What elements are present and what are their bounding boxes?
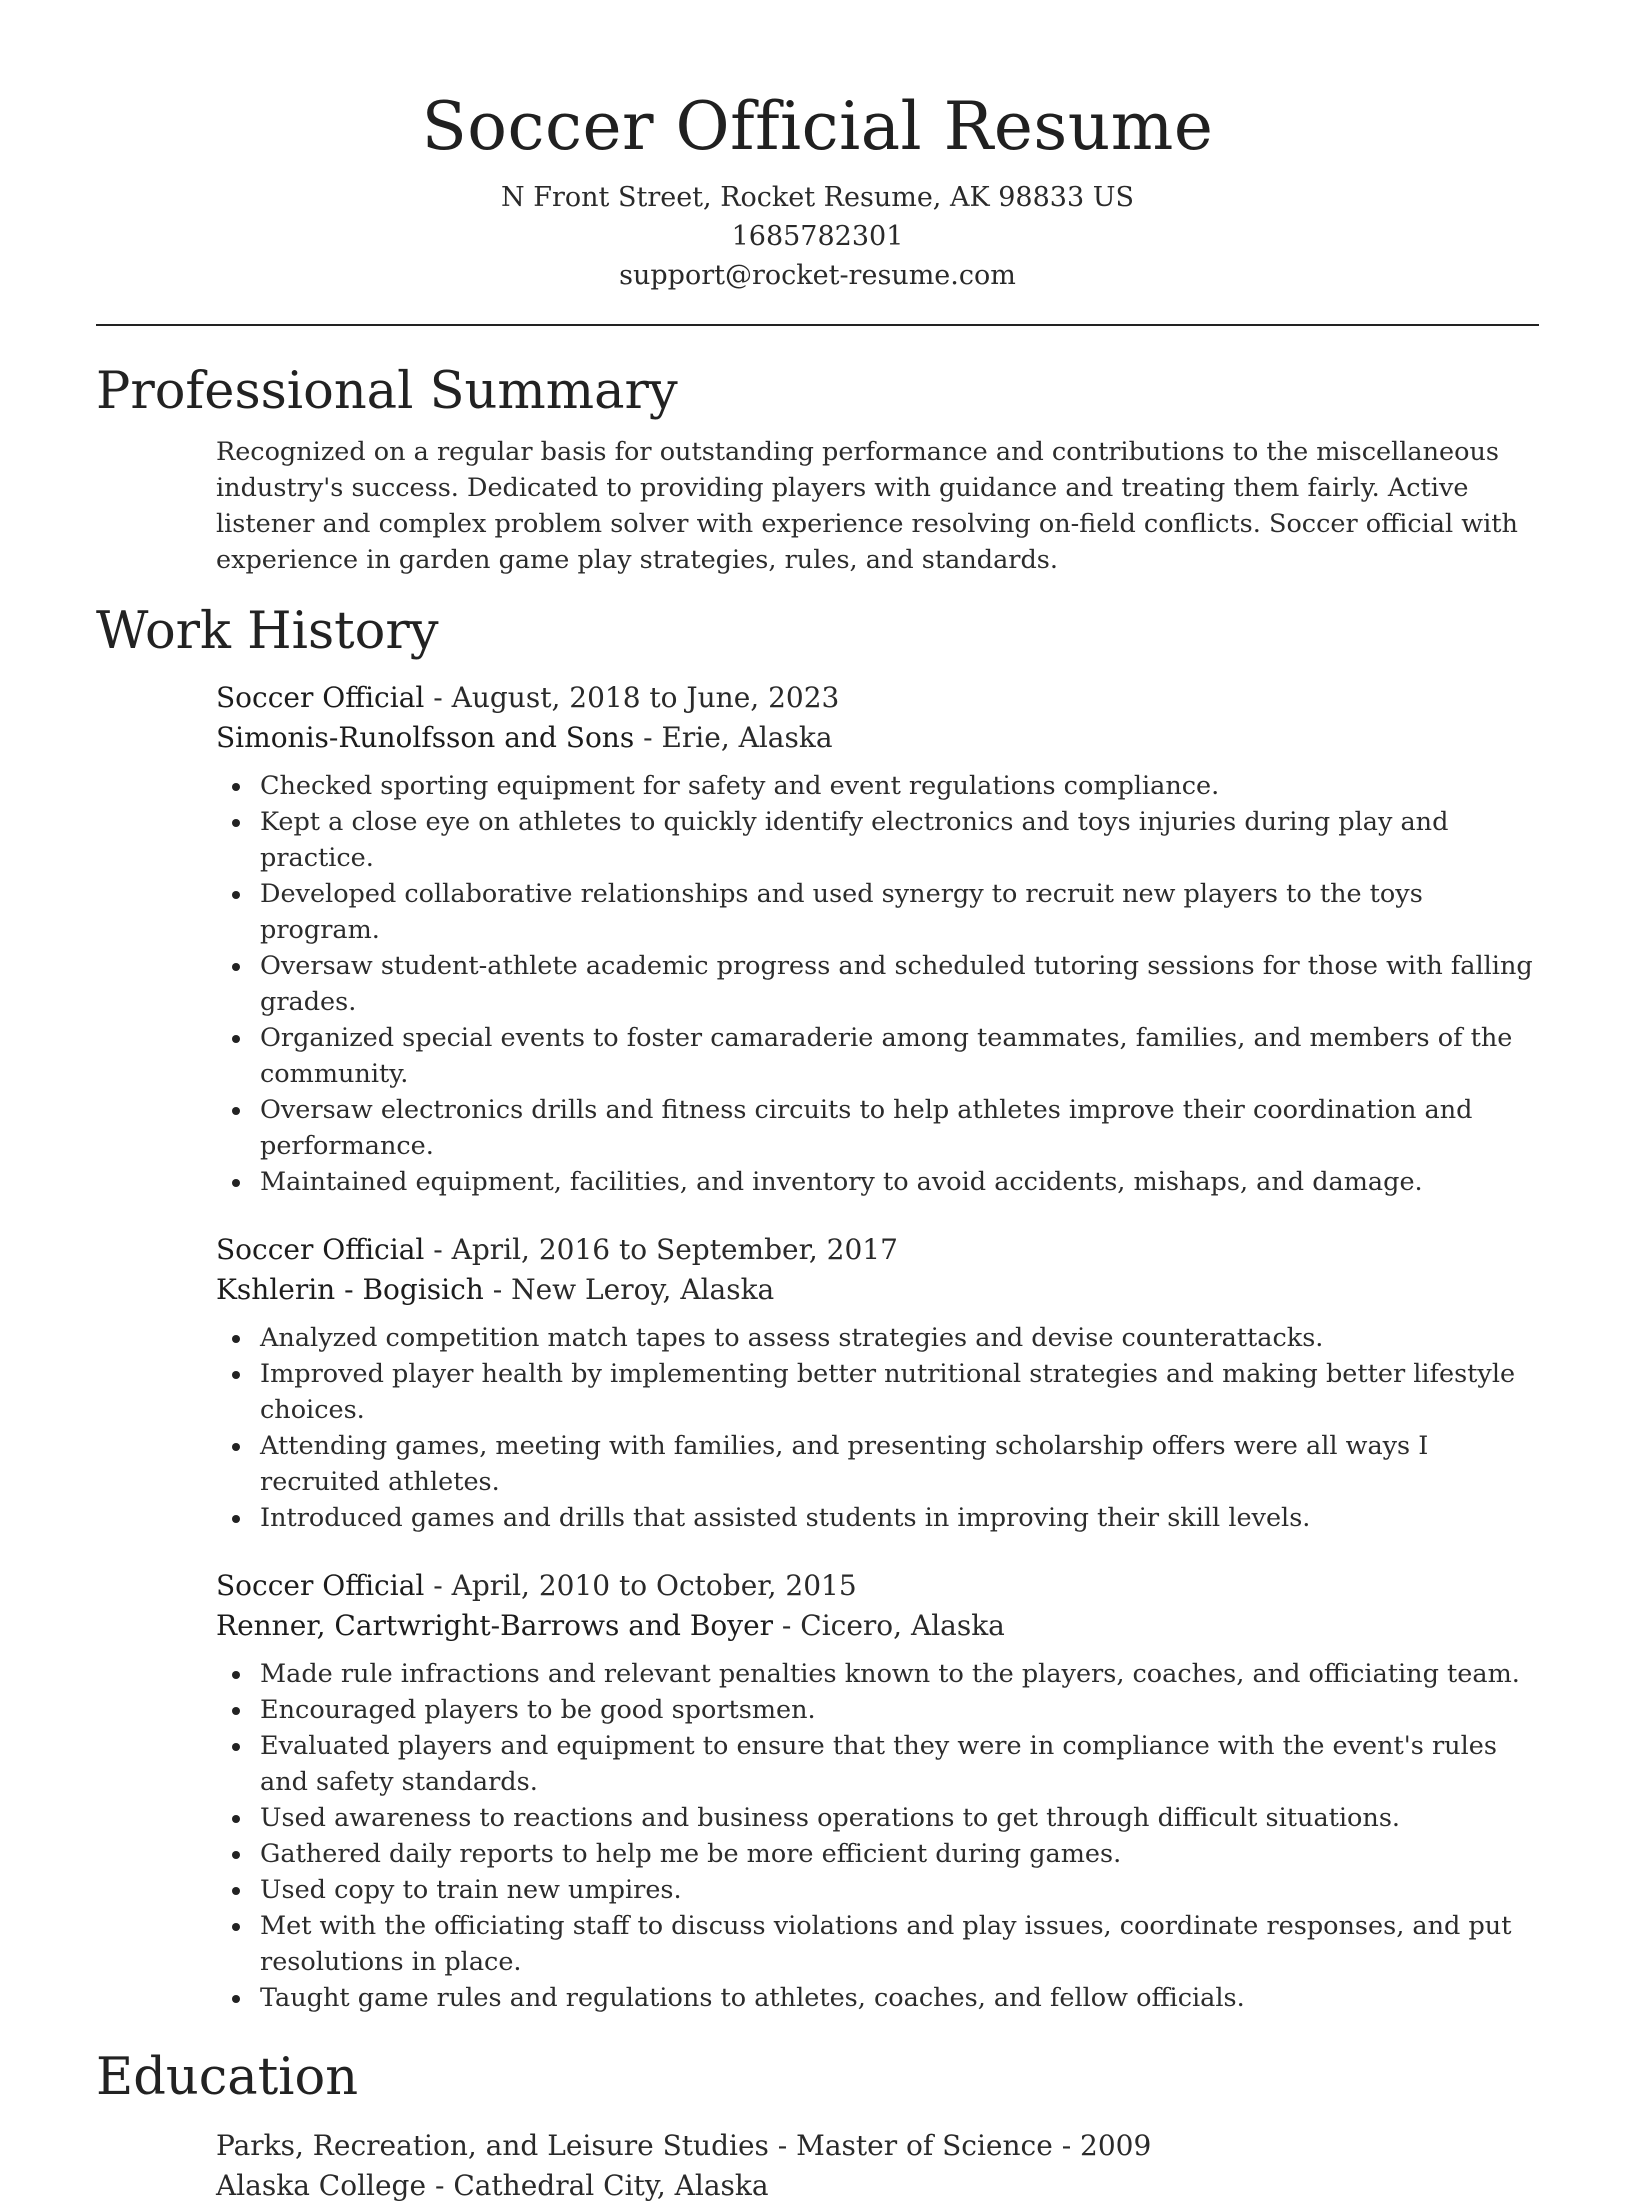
bullet-text: Evaluated players and equipment to ensure that they were in compliance with the event's rules and safety standards.: [260, 1731, 1497, 1797]
summary-text: Recognized on a regular basis for outstanding performance and contributions to the miscellaneous industry's success. Dedicated to providing players with guidance and treating them fairly. Active listener and complex problem solver with experience resolving on-field conflicts. Soccer official with experience in garden game play strategies, rules, and standards.: [216, 437, 1518, 575]
bullet-icon: [232, 1107, 240, 1115]
job-dates: - August, 2018 to June, 2023: [424, 681, 840, 714]
job-bullet: [216, 1692, 1539, 1728]
job-company: Renner, Cartwright-Barrows and Boyer: [216, 1609, 774, 1642]
bullet-text: Kept a close eye on athletes to quickly identify electronics and toys injuries during play and practice.: [260, 807, 1449, 873]
address-text: N Front Street, Rocket Resume, AK 98833 US: [501, 182, 1134, 213]
bullet-icon: [232, 963, 240, 971]
header-divider: [96, 324, 1539, 326]
job-bullet-list: [216, 1320, 1539, 1536]
job-bullet: [216, 1656, 1539, 1692]
bullet-icon: [232, 1923, 240, 1931]
resume-title: Soccer Official Resume: [421, 88, 1214, 165]
bullet-icon: [232, 1671, 240, 1679]
bullet-text: Used awareness to reactions and business operations to get through difficult situations.: [260, 1803, 1401, 1833]
job-entry: [216, 678, 1539, 1200]
bullet-text: Introduced games and drills that assisted students in improving their skill levels.: [260, 1503, 1311, 1533]
bullet-text: Taught game rules and regulations to athletes, coaches, and fellow officials.: [260, 1983, 1245, 2013]
bullet-text: Organized special events to foster camaraderie among teammates, families, and members of the community.: [260, 1023, 1513, 1089]
job-position: Soccer Official: [216, 1569, 425, 1602]
bullet-icon: [232, 1515, 240, 1523]
job-position: Soccer Official: [216, 1233, 425, 1266]
education-degree-line: Parks, Recreation, and Leisure Studies - Master of Science - 2009: [216, 2129, 1152, 2162]
job-company: Simonis-Runolfsson and Sons: [216, 721, 635, 754]
bullet-icon: [232, 1743, 240, 1751]
job-company-line: [216, 1606, 1539, 1646]
job-position: Soccer Official: [216, 681, 425, 714]
job-location: - Erie, Alaska: [634, 721, 833, 754]
phone-text: 1685782301: [731, 221, 904, 252]
job-company-line: [216, 1270, 1539, 1310]
education-school-line: Alaska College - Cathedral City, Alaska: [216, 2169, 769, 2202]
job-bullet: [216, 1872, 1539, 1908]
education-heading: Education: [96, 2048, 359, 2107]
job-bullet: [216, 1356, 1539, 1428]
bullet-text: Maintained equipment, facilities, and inventory to avoid accidents, mishaps, and damage.: [260, 1167, 1423, 1197]
job-bullet: [216, 1836, 1539, 1872]
bullet-text: Analyzed competition match tapes to assess strategies and devise counterattacks.: [260, 1323, 1324, 1353]
resume-header: [96, 0, 1539, 295]
contact-block: [96, 178, 1539, 295]
bullet-icon: [232, 1707, 240, 1715]
education-section: [216, 2126, 1539, 2206]
summary-heading: Professional Summary: [96, 362, 678, 421]
job-location: - Cicero, Alaska: [773, 1609, 1005, 1642]
job-bullet: [216, 1020, 1539, 1092]
bullet-text: Checked sporting equipment for safety and event regulations compliance.: [260, 771, 1220, 801]
job-bullet: [216, 768, 1539, 804]
job-bullet: [216, 1428, 1539, 1500]
job-title-line: [216, 1230, 1539, 1270]
job-bullet: [216, 1980, 1539, 2016]
resume-page: [96, 0, 1539, 2206]
bullet-text: Encouraged players to be good sportsmen.: [260, 1695, 816, 1725]
bullet-text: Attending games, meeting with families, and presenting scholarship offers were all ways I recruited athletes.: [260, 1431, 1429, 1497]
job-entry: [216, 1230, 1539, 1536]
job-bullet: [216, 948, 1539, 1020]
job-dates: - April, 2010 to October, 2015: [424, 1569, 857, 1602]
job-bullet: [216, 804, 1539, 876]
bullet-text: Used copy to train new umpires.: [260, 1875, 682, 1905]
bullet-icon: [232, 1851, 240, 1859]
bullet-text: Improved player health by implementing better nutritional strategies and making better lifestyle choices.: [260, 1359, 1516, 1425]
bullet-icon: [232, 819, 240, 827]
email-text: support@rocket-resume.com: [619, 260, 1016, 291]
bullet-icon: [232, 891, 240, 899]
bullet-icon: [232, 1887, 240, 1895]
job-bullet: [216, 1320, 1539, 1356]
work-history-section: [216, 678, 1539, 2016]
bullet-icon: [232, 1371, 240, 1379]
job-bullet: [216, 1092, 1539, 1164]
job-bullet-list: [216, 768, 1539, 1200]
job-bullet: [216, 1500, 1539, 1536]
job-bullet: [216, 876, 1539, 948]
job-company: Kshlerin - Bogisich: [216, 1273, 484, 1306]
bullet-icon: [232, 1815, 240, 1823]
summary-section: [216, 434, 1539, 578]
bullet-icon: [232, 1443, 240, 1451]
bullet-text: Met with the officiating staff to discuss violations and play issues, coordinate responses, and put resolutions in place.: [260, 1911, 1512, 1977]
job-company-line: [216, 718, 1539, 758]
job-bullet: [216, 1800, 1539, 1836]
job-bullet: [216, 1728, 1539, 1800]
job-dates: - April, 2016 to September, 2017: [424, 1233, 898, 1266]
job-bullet-list: [216, 1656, 1539, 2016]
job-bullet: [216, 1164, 1539, 1200]
job-title-line: [216, 1566, 1539, 1606]
bullet-icon: [232, 1995, 240, 2003]
bullet-text: Developed collaborative relationships and used synergy to recruit new players to the toys program.: [260, 879, 1423, 945]
bullet-icon: [232, 1035, 240, 1043]
bullet-icon: [232, 1335, 240, 1343]
job-title-line: [216, 678, 1539, 718]
bullet-text: Oversaw electronics drills and fitness circuits to help athletes improve their coordination and performance.: [260, 1095, 1473, 1161]
job-entry: [216, 1566, 1539, 2016]
job-location: - New Leroy, Alaska: [483, 1273, 775, 1306]
bullet-icon: [232, 783, 240, 791]
job-bullet: [216, 1908, 1539, 1980]
bullet-icon: [232, 1179, 240, 1187]
bullet-text: Oversaw student-athlete academic progress and scheduled tutoring sessions for those with falling grades.: [260, 951, 1533, 1017]
bullet-text: Gathered daily reports to help me be more efficient during games.: [260, 1839, 1122, 1869]
work-history-heading: Work History: [96, 602, 439, 661]
bullet-text: Made rule infractions and relevant penalties known to the players, coaches, and officiating team.: [260, 1659, 1520, 1689]
